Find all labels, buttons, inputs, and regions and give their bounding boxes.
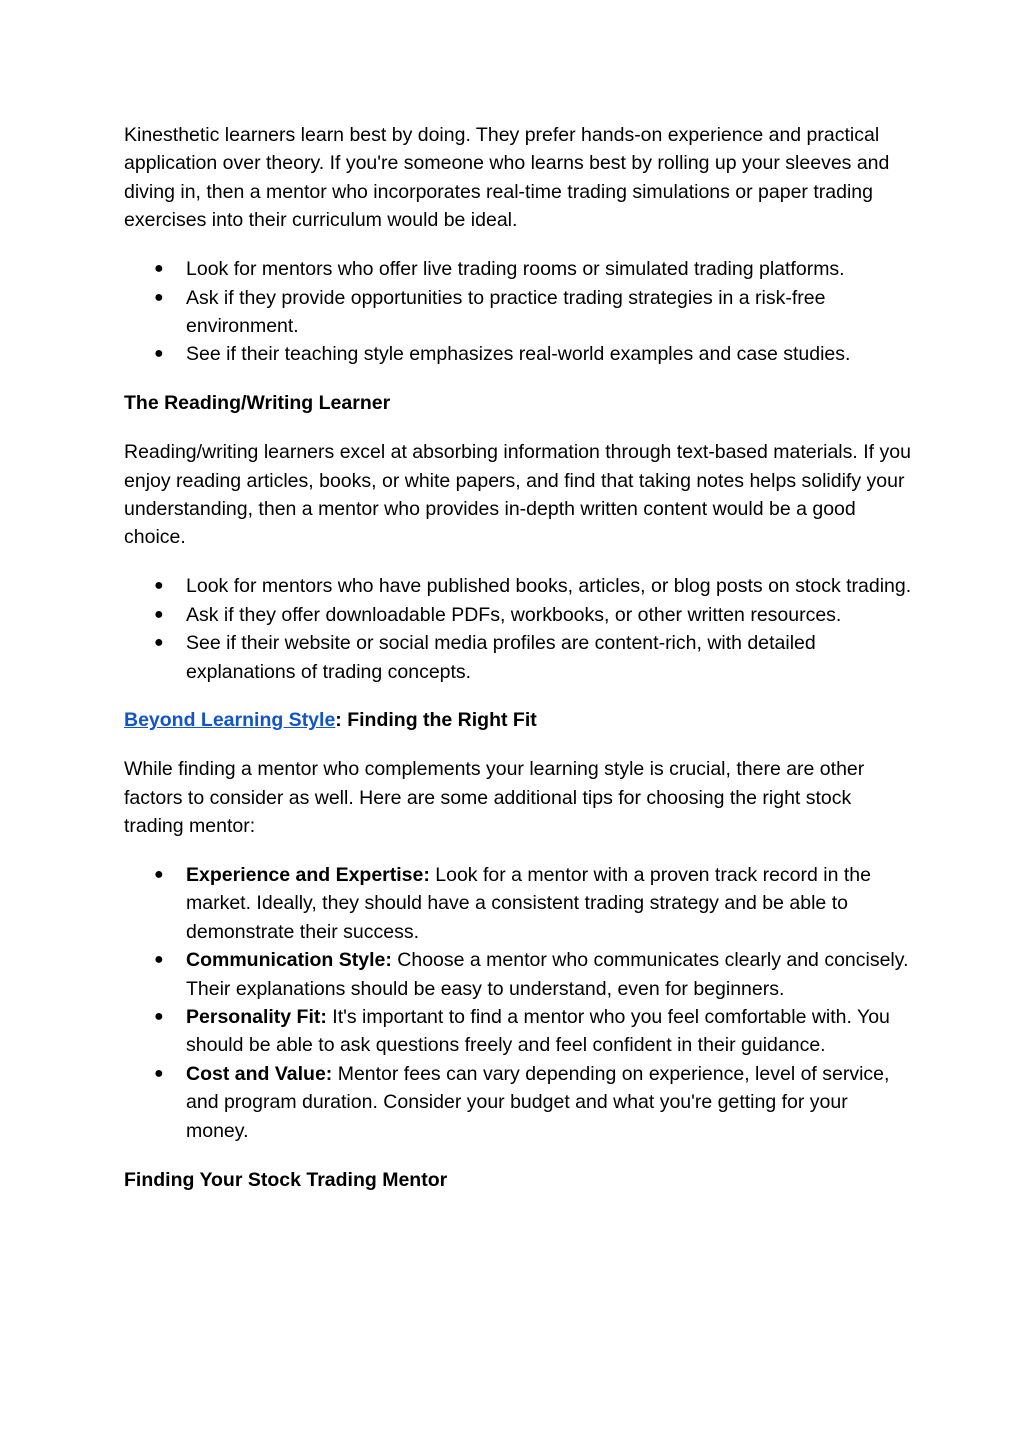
tip-label: Cost and Value: bbox=[186, 1062, 333, 1085]
bullet-icon: ● bbox=[154, 951, 164, 969]
kinesthetic-paragraph: Kinesthetic learners learn best by doing. They prefer hands-on experience and practical application over theory. If you're someone who learns best by rolling up your sleeves and diving in, then a mentor who incorporates real-time trading simulations or paper trading exercises into their curriculum would be ideal. bbox=[124, 124, 890, 232]
bullet-icon: ● bbox=[154, 577, 164, 595]
document-body bbox=[124, 121, 914, 1215]
beyond-paragraph: While finding a mentor who complements your learning style is crucial, there are other factors to consider as well. Here are some additional tips for choosing the right stock trading mentor: bbox=[124, 758, 865, 838]
list-item bbox=[124, 946, 914, 1003]
list-item-text: Look for mentors who offer live trading rooms or simulated trading platforms. bbox=[186, 258, 845, 281]
list-item bbox=[124, 601, 914, 629]
list-item bbox=[124, 284, 914, 341]
bullet-icon: ● bbox=[154, 866, 164, 884]
tip-text: Mentor fees can vary depending on experience, level of service, and program duration. Consider your budget and what you're getting for your money. bbox=[186, 1062, 890, 1142]
bullet-icon: ● bbox=[154, 1008, 164, 1026]
list-item bbox=[124, 572, 914, 600]
bullet-icon: ● bbox=[154, 605, 164, 623]
bullet-icon: ● bbox=[154, 634, 164, 652]
reading-writing-paragraph: Reading/writing learners excel at absorbing information through text-based materials. If you enjoy reading articles, books, or white papers, and find that taking notes helps solidify your understanding, then a mentor who provides in-depth written content would be a good choice. bbox=[124, 441, 911, 549]
list-item bbox=[124, 861, 914, 946]
list-item-text: See if their teaching style emphasizes real-world examples and case studies. bbox=[186, 343, 851, 366]
reading-writing-bullet-list bbox=[124, 572, 914, 686]
tip-text: It's important to find a mentor who you feel comfortable with. You should be able to ask questions freely and feel confident in their guidance. bbox=[186, 1006, 890, 1057]
finding-mentor-heading: Finding Your Stock Trading Mentor bbox=[124, 1168, 448, 1191]
bullet-icon: ● bbox=[154, 345, 164, 363]
tip-text: Choose a mentor who communicates clearly and concisely. Their explanations should be easy to understand, even for beginners. bbox=[186, 949, 909, 1000]
beyond-learning-style-link[interactable]: Beyond Learning Style bbox=[124, 709, 336, 732]
list-item bbox=[124, 255, 914, 283]
list-item bbox=[124, 1003, 914, 1060]
reading-writing-heading: The Reading/Writing Learner bbox=[124, 392, 391, 415]
kinesthetic-bullet-list bbox=[124, 255, 914, 369]
list-item-text: Ask if they provide opportunities to practice trading strategies in a risk-free environment. bbox=[186, 286, 826, 337]
tip-label: Communication Style: bbox=[186, 949, 392, 972]
tips-bullet-list bbox=[124, 861, 914, 1145]
bullet-icon: ● bbox=[154, 1064, 164, 1082]
list-item bbox=[124, 340, 914, 368]
list-item bbox=[124, 1060, 914, 1145]
list-item-text: Ask if they offer downloadable PDFs, workbooks, or other written resources. bbox=[186, 603, 842, 626]
bullet-icon: ● bbox=[154, 260, 164, 278]
list-item-text: Look for mentors who have published books, articles, or blog posts on stock trading. bbox=[186, 575, 912, 598]
heading-rest-text: : Finding the Right Fit bbox=[335, 709, 537, 732]
bullet-icon: ● bbox=[154, 288, 164, 306]
list-item-text: See if their website or social media profiles are content-rich, with detailed explanations of trading concepts. bbox=[186, 632, 816, 683]
list-item bbox=[124, 629, 914, 686]
tip-text: Look for a mentor with a proven track record in the market. Ideally, they should have a consistent trading strategy and be able to demonstrate their success. bbox=[186, 864, 871, 943]
beyond-learning-style-heading bbox=[124, 706, 914, 734]
tip-label: Personality Fit: bbox=[186, 1006, 327, 1029]
tip-label: Experience and Expertise: bbox=[186, 864, 430, 887]
